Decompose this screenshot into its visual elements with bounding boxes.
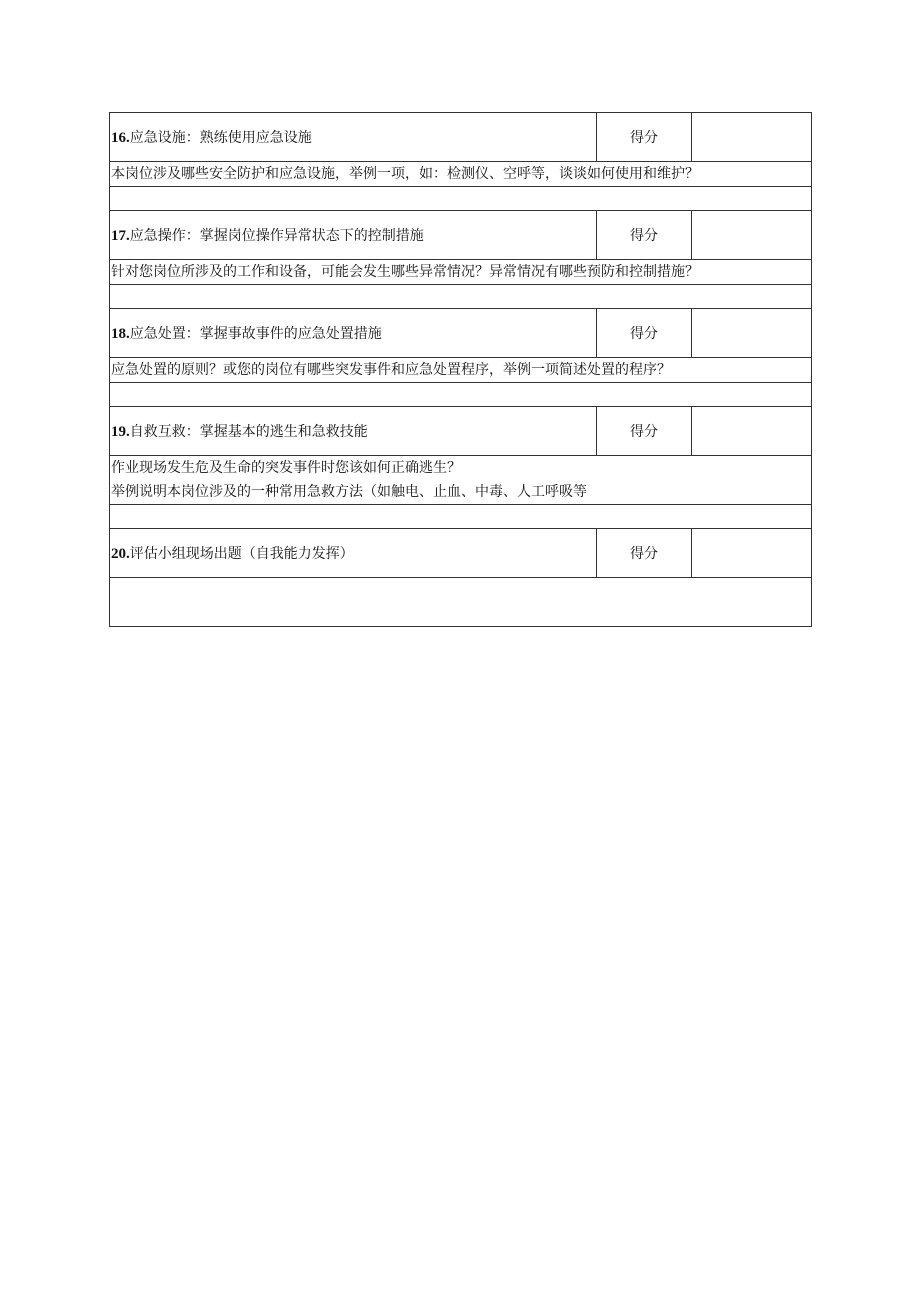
section-19-score-field[interactable] [692, 407, 812, 456]
section-20-score-field[interactable] [692, 529, 812, 578]
section-18-score-field[interactable] [692, 309, 812, 358]
section-19-title: 19.自救互救：掌握基本的逃生和急救技能 [110, 407, 597, 456]
assessment-table [109, 112, 812, 627]
section-17-question: 针对您岗位所涉及的工作和设备，可能会发生哪些异常情况？异常情况有哪些预防和控制措施？ [110, 260, 812, 285]
section-20-title: 20.评估小组现场出题（自我能力发挥） [110, 529, 597, 578]
section-20-score-label: 得分 [597, 529, 692, 578]
section-17-answer-row [110, 285, 812, 309]
section-17-score-label: 得分 [597, 211, 692, 260]
section-20-answer-row [110, 578, 812, 627]
section-16-header-row [110, 113, 812, 162]
section-18-score-label: 得分 [597, 309, 692, 358]
section-16-title: 16.应急设施：熟练使用应急设施 [110, 113, 597, 162]
section-16-question-row [110, 162, 812, 187]
section-19-question-row [110, 456, 812, 505]
section-17-header-row [110, 211, 812, 260]
section-17-title: 17.应急操作：掌握岗位操作异常状态下的控制措施 [110, 211, 597, 260]
section-16-answer-row [110, 187, 812, 211]
section-17-answer-field[interactable] [110, 285, 812, 309]
section-19-answer-row [110, 505, 812, 529]
section-18-question: 应急处置的原则？或您的岗位有哪些突发事件和应急处置程序，举例一项简述处置的程序？ [110, 358, 812, 383]
section-19-header-row [110, 407, 812, 456]
section-17-question-row [110, 260, 812, 285]
section-19-question-2: 举例说明本岗位涉及的一种常用急救方法（如触电、止血、中毒、人工呼吸等 [111, 484, 587, 500]
section-19-questions [110, 456, 812, 505]
section-16-score-field[interactable] [692, 113, 812, 162]
section-18-question-row [110, 358, 812, 383]
section-20-header-row [110, 529, 812, 578]
section-18-answer-field[interactable] [110, 383, 812, 407]
section-19-question-1: 作业现场发生危及生命的突发事件时您该如何正确逃生？ [111, 460, 461, 476]
section-18-answer-row [110, 383, 812, 407]
section-19-score-label: 得分 [597, 407, 692, 456]
section-19-answer-field[interactable] [110, 505, 812, 529]
section-18-title: 18.应急处置：掌握事故事件的应急处置措施 [110, 309, 597, 358]
section-16-score-label: 得分 [597, 113, 692, 162]
section-16-answer-field[interactable] [110, 187, 812, 211]
section-18-header-row [110, 309, 812, 358]
section-20-answer-field[interactable] [110, 578, 812, 627]
section-17-score-field[interactable] [692, 211, 812, 260]
section-16-question: 本岗位涉及哪些安全防护和应急设施，举例一项，如：检测仪、空呼等，谈谈如何使用和维护？ [110, 162, 812, 187]
